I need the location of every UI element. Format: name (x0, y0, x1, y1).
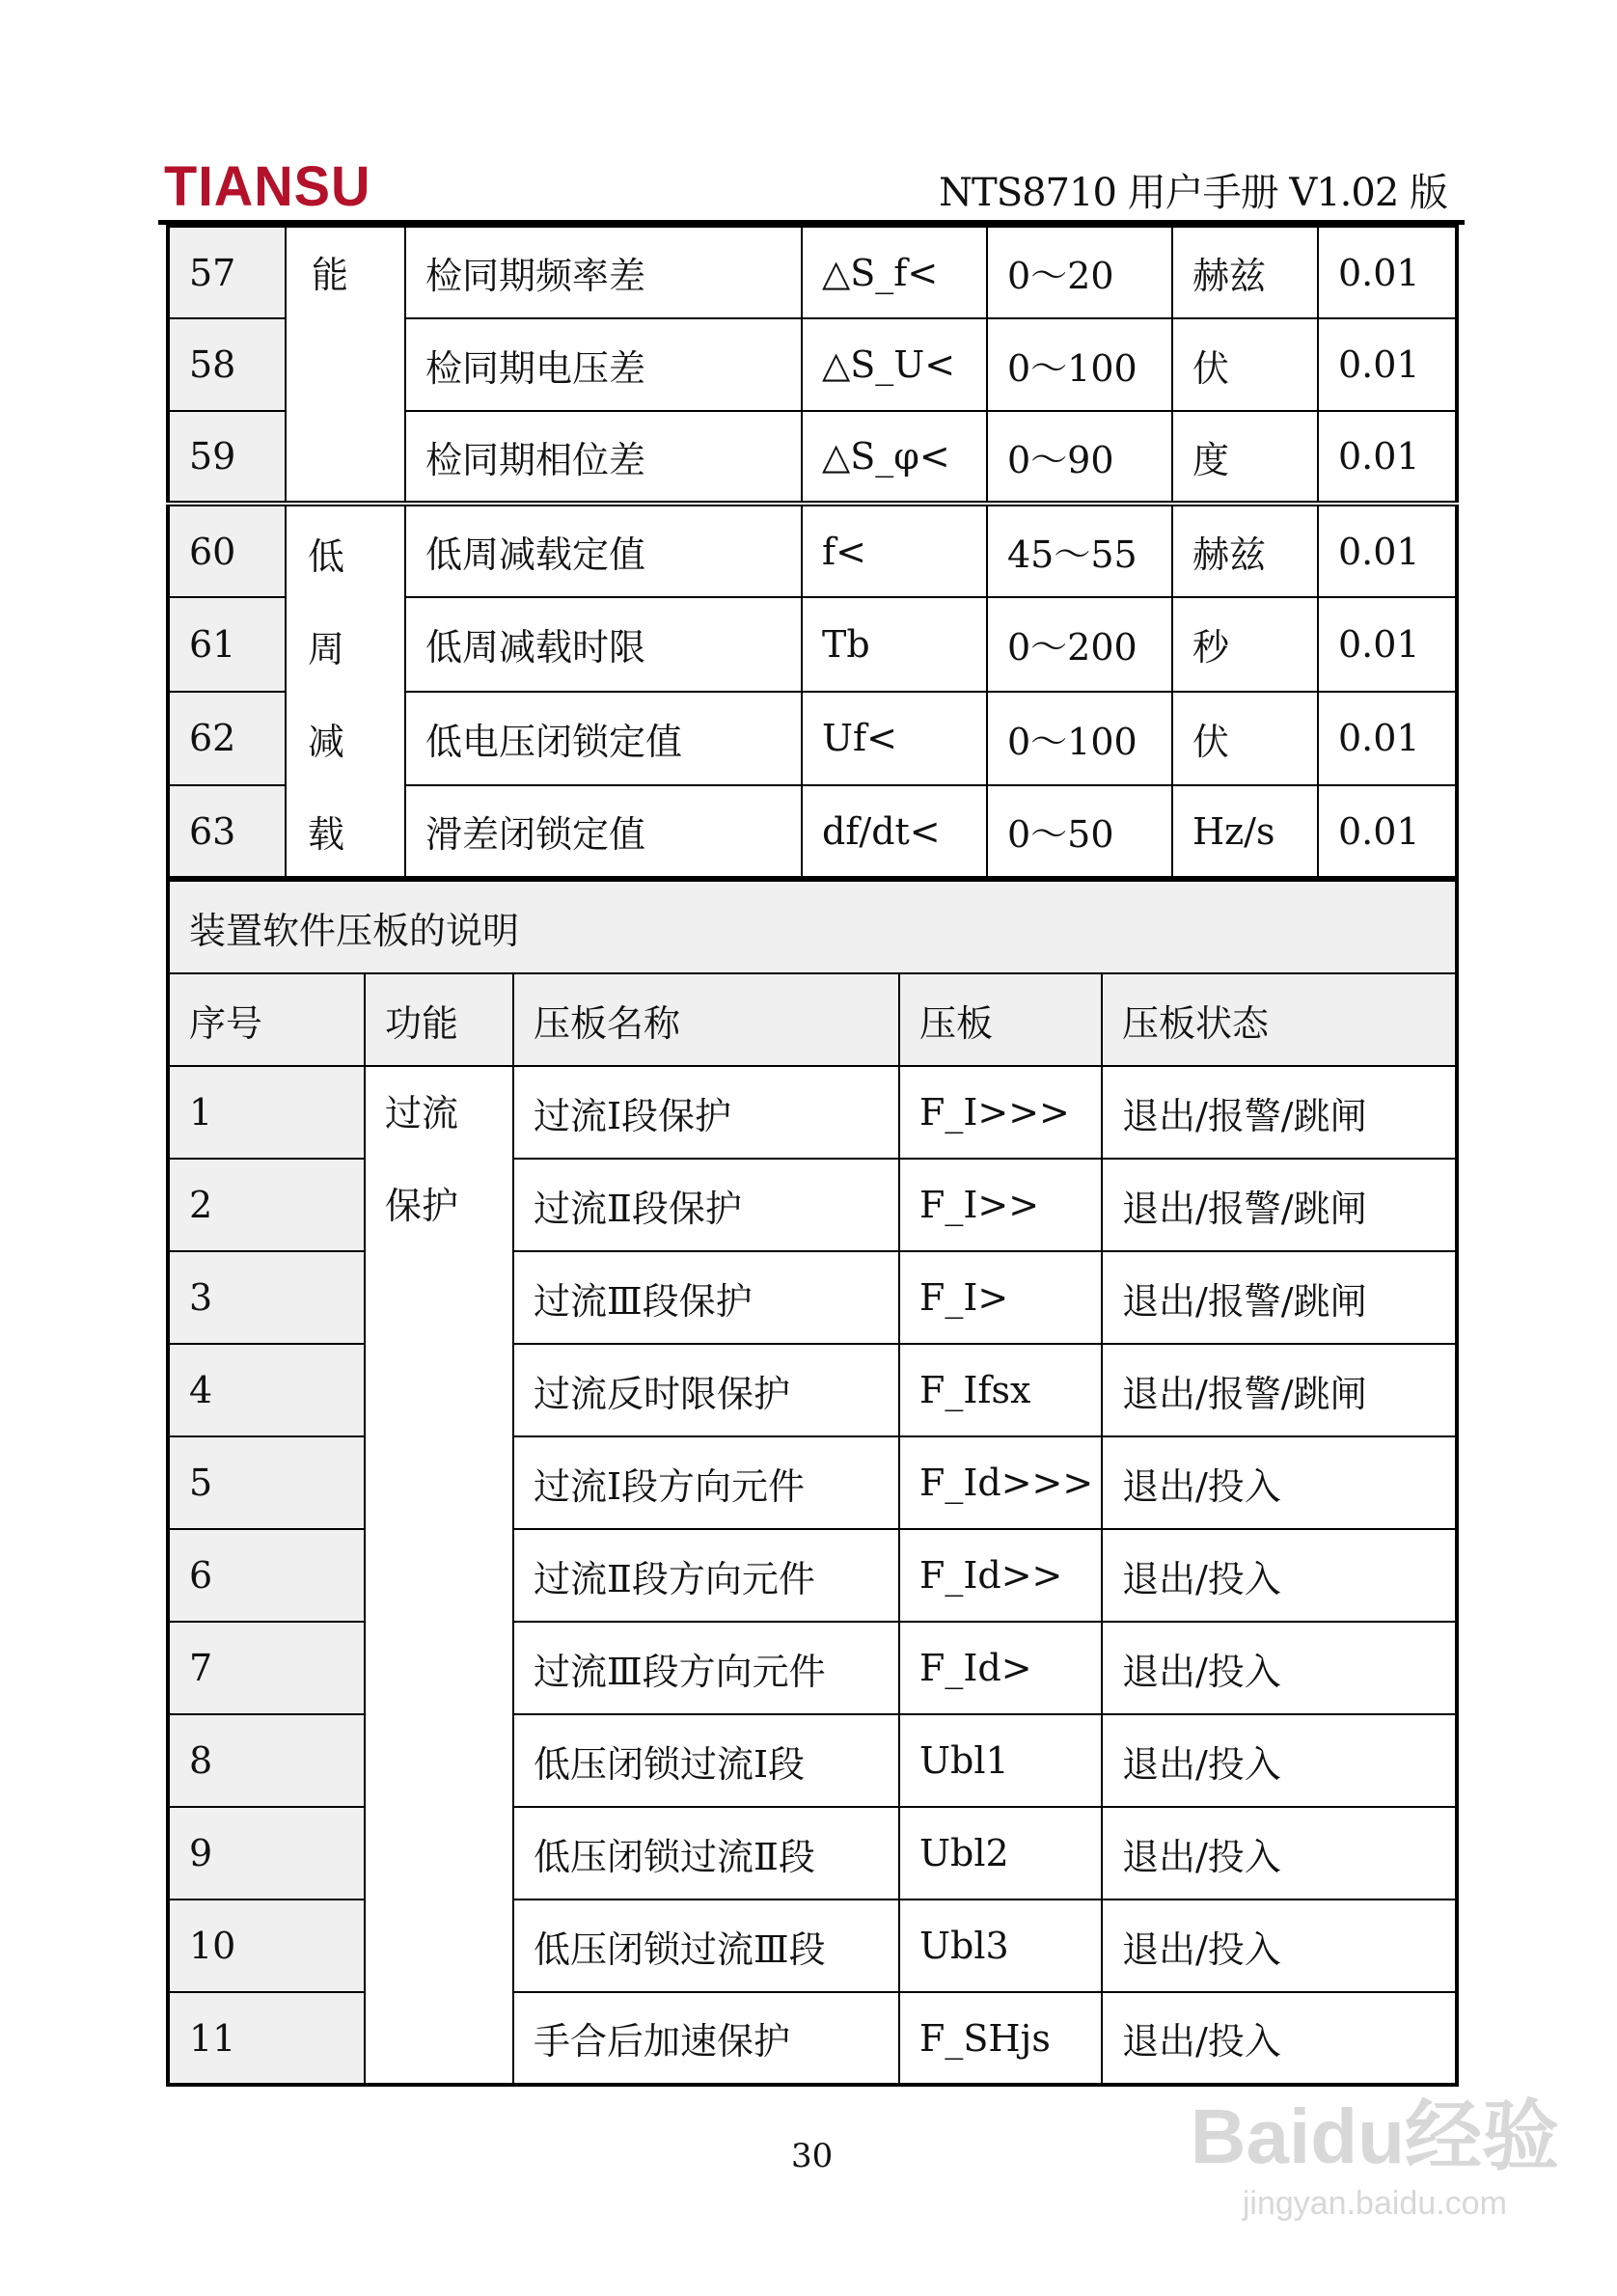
cell-state: 退出/报警/跳闸 (1102, 1344, 1457, 1436)
cell-name: 过流Ⅲ段保护 (513, 1251, 899, 1344)
table-row (168, 1807, 1457, 1900)
function-group-cell (286, 226, 405, 504)
row-number: 3 (168, 1251, 365, 1344)
function-group-label: 能 (312, 254, 349, 296)
row-number: 5 (168, 1436, 365, 1529)
cell-range: 0～20 (987, 226, 1172, 318)
cell-name: 过流Ⅱ段保护 (513, 1159, 899, 1251)
function-group-char: 低 (308, 534, 345, 578)
baidu-watermark (1191, 2074, 1559, 2223)
document-title: NTS8710 用户手册 V1.02 版 (939, 171, 1447, 215)
cell-state: 退出/报警/跳闸 (1102, 1066, 1457, 1159)
cell-name: 低周减载定值 (405, 504, 802, 597)
row-number: 7 (168, 1622, 365, 1714)
table-row (168, 1992, 1457, 2085)
table-row (168, 1622, 1457, 1714)
row-number: 9 (168, 1807, 365, 1900)
table-row (168, 1159, 1457, 1251)
cell-state: 退出/投入 (1102, 1529, 1457, 1622)
cell-name: 检同期相位差 (405, 411, 802, 504)
cell-range: 0～100 (987, 692, 1172, 785)
cell-symbol: △S_φ< (802, 411, 987, 504)
function-group-char: 减 (308, 720, 345, 763)
cell-name: 低压闭锁过流Ⅱ段 (513, 1807, 899, 1900)
cell-symbol: Tb (802, 597, 987, 691)
soft-plate-table (166, 876, 1459, 2087)
cell-unit: 秒 (1172, 597, 1318, 691)
cell-unit: 赫兹 (1172, 504, 1318, 597)
row-number: 1 (168, 1066, 365, 1159)
row-number: 63 (168, 785, 286, 879)
cell-symbol: △S_f< (802, 226, 987, 318)
row-number: 4 (168, 1344, 365, 1436)
row-number: 10 (168, 1900, 365, 1992)
row-number: 59 (168, 411, 286, 504)
row-number: 61 (168, 597, 286, 691)
cell-symbol: df/dt< (802, 785, 987, 879)
column-header: 压板状态 (1102, 973, 1457, 1066)
cell-state: 退出/投入 (1102, 1807, 1457, 1900)
function-cell (365, 1066, 513, 2085)
cell-code: Ubl2 (899, 1807, 1102, 1900)
row-number: 62 (168, 692, 286, 785)
table-row (168, 1529, 1457, 1622)
cell-code: F_I>> (899, 1159, 1102, 1251)
cell-range: 45～55 (987, 504, 1172, 597)
cell-code: F_I> (899, 1251, 1102, 1344)
cell-unit: 伏 (1172, 318, 1318, 411)
cell-step: 0.01 (1318, 226, 1457, 318)
cell-name: 低压闭锁过流Ⅰ段 (513, 1714, 899, 1807)
cell-state: 退出/投入 (1102, 1622, 1457, 1714)
row-number: 8 (168, 1714, 365, 1807)
cell-state: 退出/投入 (1102, 1900, 1457, 1992)
cell-state: 退出/投入 (1102, 1714, 1457, 1807)
cell-name: 过流反时限保护 (513, 1344, 899, 1436)
cell-code: Ubl1 (899, 1714, 1102, 1807)
watermark-brand: Baidu经验 (1190, 2093, 1559, 2179)
table-row (168, 1251, 1457, 1344)
cell-unit: 度 (1172, 411, 1318, 504)
cell-step: 0.01 (1318, 692, 1457, 785)
table-header-row (168, 973, 1457, 1066)
table-row (168, 1344, 1457, 1436)
tiansu-logo: TIANSU (164, 153, 371, 218)
table-row (168, 1066, 1457, 1159)
cell-name: 过流Ⅱ段方向元件 (513, 1529, 899, 1622)
cell-step: 0.01 (1318, 597, 1457, 691)
cell-symbol: △S_U< (802, 318, 987, 411)
section-title: 装置软件压板的说明 (168, 879, 1457, 973)
cell-symbol: Uf< (802, 692, 987, 785)
cell-code: F_Id>> (899, 1529, 1102, 1622)
cell-name: 过流Ⅲ段方向元件 (513, 1622, 899, 1714)
table-row (168, 1436, 1457, 1529)
row-number: 57 (168, 226, 286, 318)
cell-range: 0～200 (987, 597, 1172, 691)
cell-range: 0～100 (987, 318, 1172, 411)
function-group-char: 周 (308, 627, 345, 670)
cell-name: 滑差闭锁定值 (405, 785, 802, 879)
table-row (168, 1900, 1457, 1992)
cell-name: 检同期电压差 (405, 318, 802, 411)
table-row (168, 226, 1457, 318)
table-row (168, 1714, 1457, 1807)
function-label: 过流 (385, 1092, 459, 1134)
column-header: 功能 (365, 973, 513, 1066)
function-group-cell (286, 504, 405, 879)
cell-step: 0.01 (1318, 504, 1457, 597)
cell-unit: Hz/s (1172, 785, 1318, 879)
cell-step: 0.01 (1318, 318, 1457, 411)
column-header: 压板 (899, 973, 1102, 1066)
cell-name: 低电压闭锁定值 (405, 692, 802, 785)
cell-name: 低周减载时限 (405, 597, 802, 691)
cell-code: F_Id> (899, 1622, 1102, 1714)
column-header: 序号 (168, 973, 365, 1066)
cell-unit: 赫兹 (1172, 226, 1318, 318)
column-header: 压板名称 (513, 973, 899, 1066)
row-number: 6 (168, 1529, 365, 1622)
row-number: 58 (168, 318, 286, 411)
cell-symbol: f< (802, 504, 987, 597)
cell-range: 0～50 (987, 785, 1172, 879)
cell-name: 过流Ⅰ段保护 (513, 1066, 899, 1159)
cell-state: 退出/投入 (1102, 1992, 1457, 2085)
row-number: 2 (168, 1159, 365, 1251)
cell-code: Ubl3 (899, 1900, 1102, 1992)
cell-name: 检同期频率差 (405, 226, 802, 318)
cell-name: 低压闭锁过流Ⅲ段 (513, 1900, 899, 1992)
function-label: 保护 (385, 1185, 459, 1227)
cell-code: F_Id>>> (899, 1436, 1102, 1529)
watermark-url: jingyan.baidu.com (1242, 2185, 1507, 2222)
cell-code: F_I>>> (899, 1066, 1102, 1159)
row-number: 11 (168, 1992, 365, 2085)
cell-state: 退出/报警/跳闸 (1102, 1251, 1457, 1344)
cell-name: 过流Ⅰ段方向元件 (513, 1436, 899, 1529)
section-header-row (168, 879, 1457, 973)
cell-unit: 伏 (1172, 692, 1318, 785)
function-group-char: 载 (308, 812, 345, 856)
cell-code: F_SHjs (899, 1992, 1102, 2085)
settings-table (166, 224, 1459, 881)
cell-name: 手合后加速保护 (513, 1992, 899, 2085)
cell-state: 退出/投入 (1102, 1436, 1457, 1529)
cell-step: 0.01 (1318, 785, 1457, 879)
cell-code: F_Ifsx (899, 1344, 1102, 1436)
page-number: 30 (791, 2137, 834, 2175)
row-number: 60 (168, 504, 286, 597)
cell-step: 0.01 (1318, 411, 1457, 504)
cell-state: 退出/报警/跳闸 (1102, 1159, 1457, 1251)
table-row (168, 504, 1457, 597)
cell-range: 0～90 (987, 411, 1172, 504)
